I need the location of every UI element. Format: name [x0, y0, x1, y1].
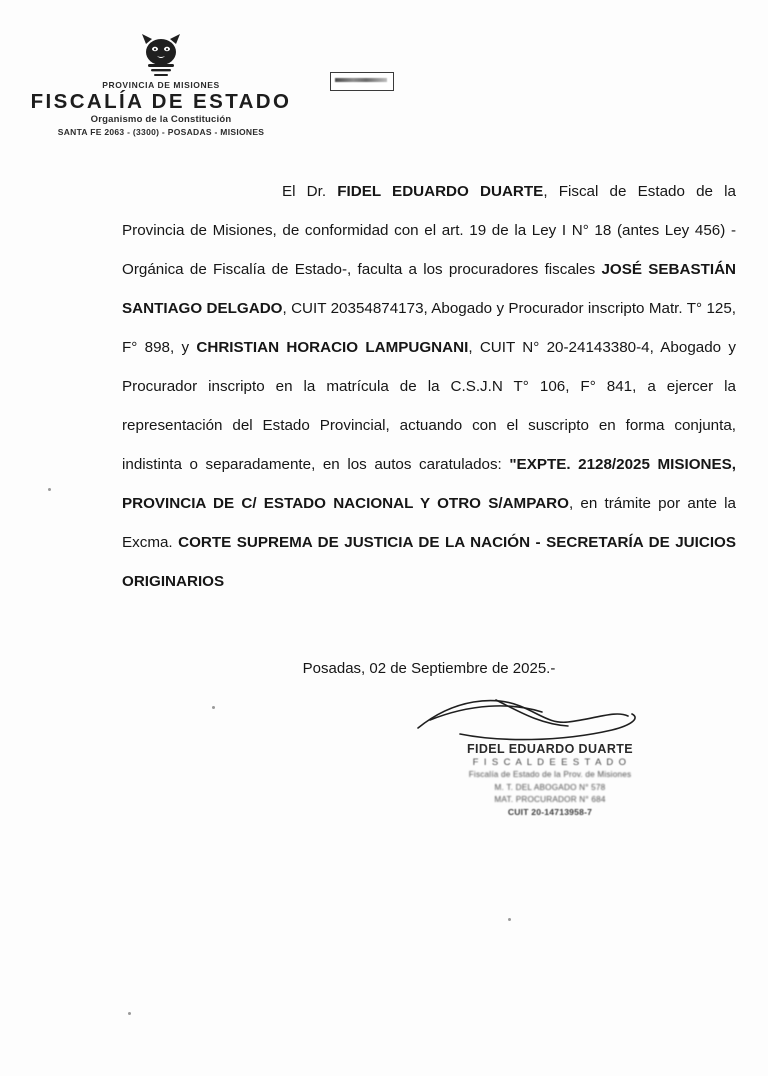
scan-speck [508, 918, 511, 921]
body-run-normal: El Dr. [282, 183, 338, 200]
letterhead-subtitle: Organismo de la Constitución [90, 113, 232, 125]
signature-role: F I S C A L D E E S T A D O [472, 757, 628, 768]
body-run-bold: FIDEL EDUARDO DUARTE [337, 183, 544, 200]
signature-name: FIDEL EDUARDO DUARTE [466, 742, 634, 756]
body-run-bold: "EXPTE. 2128/2025 MISIONES, PROVINCIA DE C/ ESTADO NACIONAL Y OTRO S/AMPARO [122, 456, 736, 512]
document-body [122, 172, 736, 601]
jaguar-crest-icon [132, 30, 190, 78]
body-run-bold: CORTE SUPREMA DE JUSTICIA DE LA NACIÓN - SECRETARÍA DE JUICIOS ORIGINARIOS [122, 534, 736, 590]
letterhead-address: SANTA FE 2063 - (3300) - POSADAS - MISIONES [57, 126, 265, 137]
signature-line-3: MAT. PROCURADOR N° 684 [494, 795, 606, 804]
body-run-normal: , en trámite por ante la Excma. [122, 495, 736, 551]
letterhead-title: FISCALÍA DE ESTADO [30, 90, 292, 113]
date-line: Posadas, 02 de Septiembre de 2025.- [302, 660, 556, 677]
body-run-normal: , CUIT 20354874173, Abogado y Procurador inscripto Matr. T° 125, F° 898, y [122, 300, 736, 356]
body-run-normal: , CUIT N° 20-24143380-4, Abogado y Procurador inscripto en la matrícula de la C.S.J.N T° 106, F° 841, a ejercer la representación del Estado Provincial, actuando con el suscripto en forma conjunta, indistinta o separadamente, en los autos caratulados: [122, 339, 737, 473]
scan-speck [212, 706, 215, 709]
body-run-normal: , Fiscal de Estado de la Provincia de Misiones, de conformidad con el art. 19 de la Ley I N° 18 (antes Ley 456) -Orgánica de Fiscalía de Estado-, faculta a los procuradores fiscales [122, 183, 736, 278]
signature-cuit: CUIT 20-14713958-7 [507, 806, 593, 817]
signature-line-1: Fiscalía de Estado de la Prov. de Misiones [468, 770, 632, 779]
body-run-bold: JOSÉ SEBASTIÁN SANTIAGO DELGADO [122, 261, 737, 317]
letterhead-province: PROVINCIA DE MISIONES [102, 80, 220, 90]
scan-speck [48, 488, 51, 491]
signature-line-2: M. T. DEL ABOGADO N° 578 [494, 782, 606, 792]
scan-speck [128, 1012, 131, 1015]
stamp-smudge-mark [330, 72, 394, 91]
signature-stamp [420, 742, 680, 817]
body-paragraph [122, 172, 736, 601]
handwritten-signature-icon [400, 690, 690, 750]
letterhead [26, 30, 296, 137]
body-run-bold: CHRISTIAN HORACIO LAMPUGNANI [196, 339, 469, 356]
smudge-stroke [335, 78, 387, 82]
